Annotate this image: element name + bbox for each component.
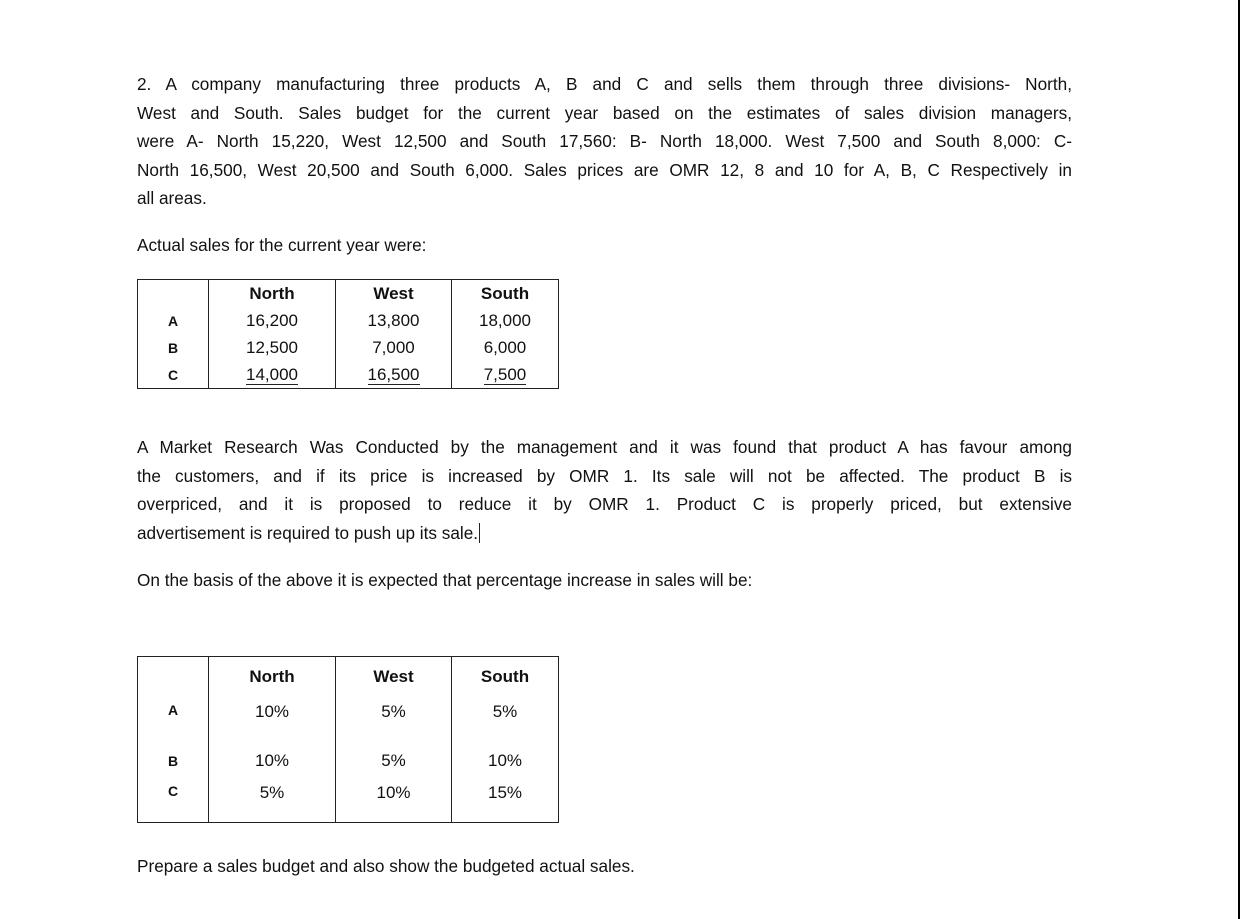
column-header-south: South [452, 657, 559, 697]
increase-table [137, 656, 559, 823]
table-row [138, 696, 559, 741]
increase-intro: On the basis of the above it is expected that percentage increase in sales will be: [137, 570, 753, 590]
column-header-south: South [452, 280, 559, 308]
table-row [138, 741, 559, 780]
text-cursor [479, 523, 480, 543]
cell-a-west: 13,800 [336, 307, 452, 334]
question-paragraph [137, 70, 1072, 213]
cell-a-south: 18,000 [452, 307, 559, 334]
cell-c-west: 10% [336, 780, 452, 823]
table-row [138, 361, 559, 389]
corner-cell [138, 657, 209, 697]
page-edge [1238, 0, 1240, 919]
research-line [137, 519, 1072, 548]
actual-sales-intro: Actual sales for the current year were: [137, 235, 427, 255]
row-label-a: A [138, 307, 209, 334]
cell-b-west: 7,000 [336, 334, 452, 361]
row-label-c: C [138, 361, 209, 389]
cell-c-west [336, 361, 452, 389]
column-header-north: North [209, 657, 336, 697]
cell-c-north-value: 14,000 [246, 364, 298, 384]
cell-b-north: 12,500 [209, 334, 336, 361]
corner-cell [138, 280, 209, 308]
question-line: 2. A company manufacturing three products A, B and C and sells them through three divisions- North, [137, 74, 1072, 94]
cell-a-north: 16,200 [209, 307, 336, 334]
cell-c-south-value: 7,500 [483, 364, 527, 384]
cell-b-west: 5% [336, 741, 452, 780]
actual-sales-table [137, 279, 559, 389]
row-label-b: B [138, 741, 209, 780]
research-line: the customers, and if its price is increased by OMR 1. Its sale will not be affected. The product B is [137, 465, 1072, 486]
cell-c-west-value: 16,500 [367, 364, 420, 384]
table-row [138, 334, 559, 361]
research-line-text: advertisement is required to push up its sale. [137, 522, 479, 543]
table-header-row [138, 657, 559, 697]
cell-a-north: 10% [209, 696, 336, 741]
question-line: North 16,500, West 20,500 and South 6,000. Sales prices are OMR 12, 8 and 10 for A, B, C Respectively in [137, 159, 1072, 180]
row-label-b: B [138, 334, 209, 361]
research-line: overpriced, and it is proposed to reduce it by OMR 1. Product C is properly priced, but extensive [137, 494, 1072, 515]
cell-b-south: 10% [452, 741, 559, 780]
research-line: A Market Research Was Conducted by the management and it was found that product A has favour among [137, 437, 1072, 457]
research-paragraph [137, 433, 1072, 547]
table-header-row [138, 280, 559, 308]
column-header-west: West [336, 657, 452, 697]
table-row [138, 780, 559, 823]
cell-a-south: 5% [452, 696, 559, 741]
row-label-a: A [138, 696, 209, 741]
column-header-north: North [209, 280, 336, 308]
cell-a-west: 5% [336, 696, 452, 741]
question-line: West and South. Sales budget for the current year based on the estimates of sales division managers, [137, 102, 1072, 123]
cell-c-north [209, 361, 336, 389]
cell-c-south: 15% [452, 780, 559, 823]
question-line: were A- North 15,220, West 12,500 and South 17,560: B- North 18,000. West 7,500 and South 8,000: C- [137, 131, 1072, 152]
question-line: all areas. [137, 188, 207, 209]
column-header-west: West [336, 280, 452, 308]
cell-b-south: 6,000 [452, 334, 559, 361]
cell-c-north: 5% [209, 780, 336, 823]
cell-b-north: 10% [209, 741, 336, 780]
row-label-c: C [138, 780, 209, 823]
task-text: Prepare a sales budget and also show the budgeted actual sales. [137, 856, 635, 876]
cell-c-south [452, 361, 559, 389]
table-row [138, 307, 559, 334]
